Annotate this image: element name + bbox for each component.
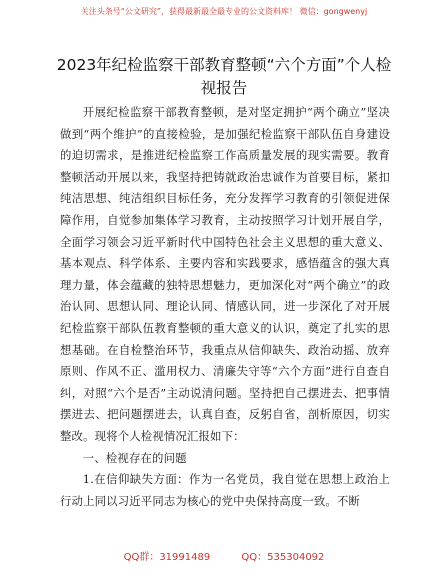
qq-contact-label: QQ：535304092 (241, 552, 325, 563)
section-heading-1: 一、检视存在的问题 (82, 450, 187, 465)
footer-contacts (0, 548, 448, 563)
header-banner: 关注头条号“公文研究”，获得最新最全最专业的公文资料库！ 微信：gongwenyj (80, 7, 368, 16)
document-body (60, 102, 390, 512)
list-item-1: 1.在信仰缺失方面：作为一名党员，我自觉在思想上政治上行动上同以习近平同志为核心的党中央保持高度一致。不断 (60, 472, 390, 508)
document-title: 2023年纪检监察干部教育整顿“六个方面”个人检视报告 (56, 56, 392, 97)
qq-group-label: QQ群：31991489 (123, 552, 211, 563)
intro-paragraph: 开展纪检监察干部教育整顿，是对坚定拥护“两个确立”坚决做到“两个维护”的直接检验，是加强纪检监察干部队伍自身建设的迫切需求，是推进纪检监察工作高质量发展的现实需要。教育整顿活动开展以来，我坚持把铸就政治忠诚作为首要目标，紧扣纯洁思想、纯洁组织目标任务，充分发挥学习教育的引领促进保障作用，自觉参加集体学习教育，主动按照学习计划开展自学，全面学习领会习近平新时代中国特色社会主义思想的重大意义、基本观点、科学体系、主要内容和实践要求，感悟蕴含的强大真理力量，体会蕴藏的独特思想魅力，更加深化对“两个确立”的政治认同、思想认同、理论认同、情感认同，进一步深化了对开展纪检监察干部队伍教育整顿的重大意义的认识，奠定了扎实的思想基础。在自检整治环节，我重点从信仰缺失、政治动摇、放弃原则、作风不正、滥用权力、清廉失守等“六个方面”进行自查自纠，对照“六个是否”主动说清问题。坚持把自己摆进去、把事情摆进去、把问题摆进去，认真自查，反躬自省，剖析原因，切实整改。现将个人检视情况汇报如下： (60, 105, 390, 443)
